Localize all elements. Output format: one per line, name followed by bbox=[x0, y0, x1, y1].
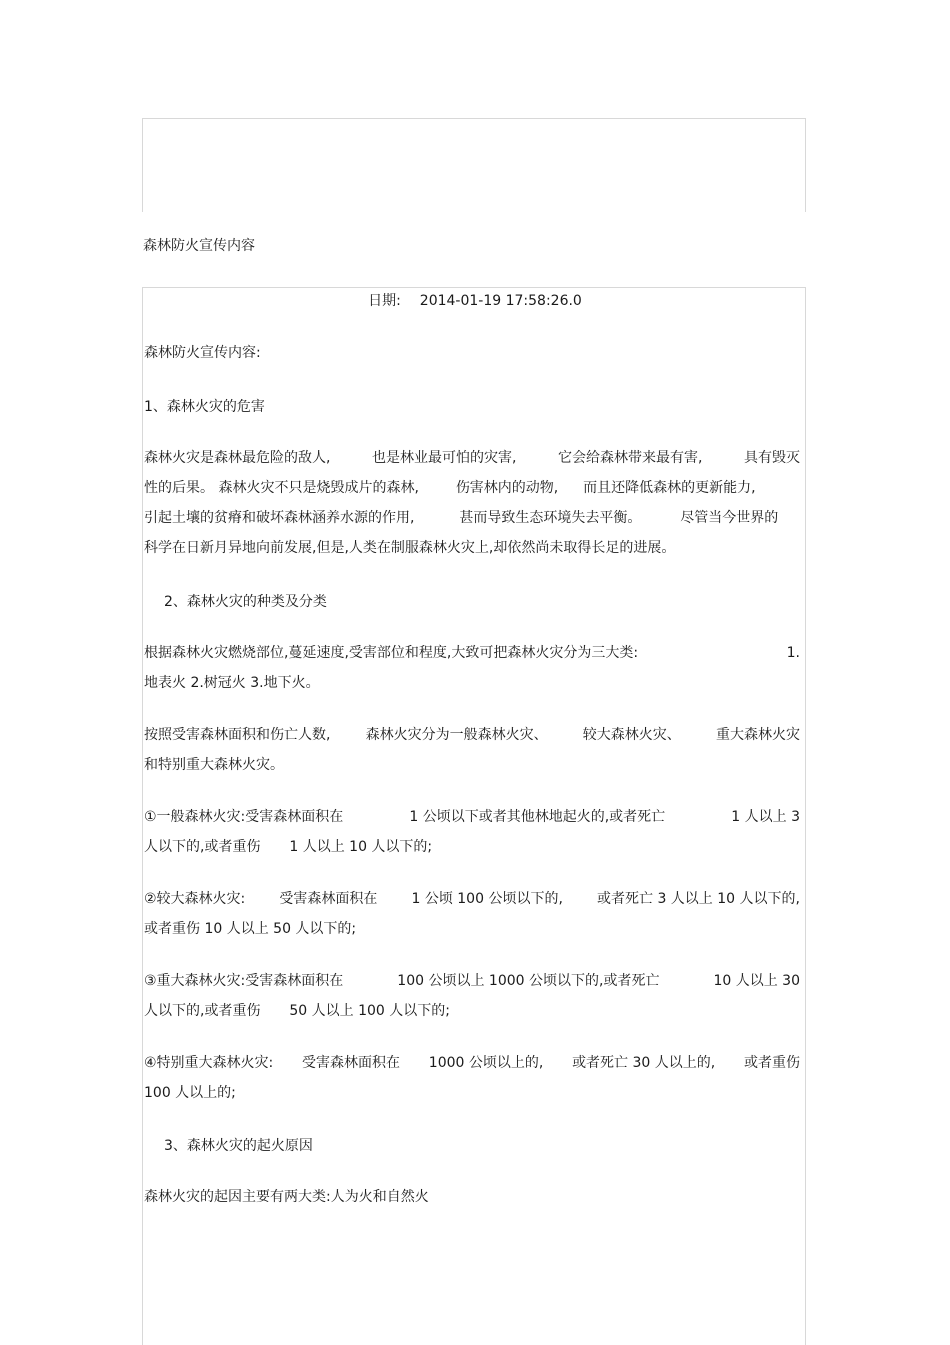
text-segment: 受害森林面积在 bbox=[279, 891, 378, 907]
content-box bbox=[142, 287, 806, 1345]
section1-line-4: 科学在日新月异地向前发展,但是,人类在制服森林火灾上,却依然尚未取得长足的进展。 bbox=[144, 540, 676, 556]
date-label: 日期: bbox=[368, 293, 401, 309]
text-segment: 性的后果。 森林火灾不只是烧毁成片的森林, bbox=[144, 480, 419, 496]
text-segment: 10 人以上 30 bbox=[713, 973, 800, 989]
text-segment: 50 人以上 100 人以下的; bbox=[289, 1003, 450, 1019]
text-segment: 或者重伤 bbox=[743, 1055, 800, 1071]
text-segment: 1 人以上 3 bbox=[731, 809, 800, 825]
text-segment: ②较大森林火灾: bbox=[144, 891, 246, 907]
date-row bbox=[143, 288, 807, 314]
text-segment: 引起土壤的贫瘠和破坏森林涵养水源的作用, bbox=[144, 510, 415, 526]
text-segment: 受害森林面积在 bbox=[302, 1055, 401, 1071]
text-segment: 1. bbox=[786, 645, 800, 661]
section3-line: 森林火灾的起因主要有两大类:人为火和自然火 bbox=[144, 1189, 429, 1205]
item4-line-1 bbox=[144, 1048, 800, 1078]
text-segment: ④特别重大森林火灾: bbox=[144, 1055, 274, 1071]
text-segment: 100 公顷以上 1000 公顷以下的,或者死亡 bbox=[397, 973, 660, 989]
item4-line-2: 100 人以上的; bbox=[144, 1085, 236, 1101]
document-title: 森林防火宣传内容 bbox=[143, 238, 255, 254]
text-segment: 伤害林内的动物, bbox=[455, 480, 559, 496]
text-segment: 甚而导致生态环境失去平衡。 bbox=[459, 510, 642, 526]
item2-line-1 bbox=[144, 884, 800, 914]
text-segment: 1 公顷以下或者其他林地起火的,或者死亡 bbox=[409, 809, 666, 825]
header-frame bbox=[142, 118, 806, 212]
text-segment: 而且还降低森林的更新能力, bbox=[583, 480, 756, 496]
text-segment: 1 人以上 10 人以下的; bbox=[289, 839, 433, 855]
text-segment: 1 公顷 100 公顷以下的, bbox=[411, 891, 563, 907]
text-segment: 或者死亡 30 人以上的, bbox=[572, 1055, 716, 1071]
text-segment: 人以下的,或者重伤 bbox=[144, 1003, 261, 1019]
item2-line-2: 或者重伤 10 人以上 50 人以下的; bbox=[144, 921, 357, 937]
section1-line-3 bbox=[144, 503, 800, 533]
section2-p2-line-1 bbox=[144, 720, 800, 750]
section2-p1-line-1 bbox=[144, 638, 800, 668]
text-segment: 它会给森林带来最有害, bbox=[558, 450, 703, 466]
text-segment: 森林火灾是森林最危险的敌人, bbox=[144, 450, 331, 466]
text-segment: 较大森林火灾、 bbox=[582, 727, 681, 743]
text-segment: 森林火灾分为一般森林火灾、 bbox=[365, 727, 548, 743]
section2-p2-line-2: 和特别重大森林火灾。 bbox=[144, 757, 284, 773]
text-segment: 或者死亡 3 人以上 10 人以下的, bbox=[597, 891, 800, 907]
section1-heading: 1、森林火灾的危害 bbox=[144, 399, 265, 415]
text-segment: 也是林业最可怕的灾害, bbox=[372, 450, 517, 466]
section3-heading: 3、森林火灾的起火原因 bbox=[164, 1138, 313, 1154]
text-segment: ③重大森林火灾:受害森林面积在 bbox=[144, 973, 344, 989]
text-segment: 人以下的,或者重伤 bbox=[144, 839, 261, 855]
item3-line-2 bbox=[144, 996, 800, 1026]
item1-line-1 bbox=[144, 802, 800, 832]
section1-line-2 bbox=[144, 473, 800, 503]
section2-p1-line-2: 地表火 2.树冠火 3.地下火。 bbox=[144, 675, 320, 691]
item1-line-2 bbox=[144, 832, 800, 862]
text-segment: 1000 公顷以上的, bbox=[428, 1055, 544, 1071]
item3-line-1 bbox=[144, 966, 800, 996]
date-value: 2014-01-19 17:58:26.0 bbox=[419, 293, 582, 309]
section2-heading: 2、森林火灾的种类及分类 bbox=[164, 594, 327, 610]
text-segment: ①一般森林火灾:受害森林面积在 bbox=[144, 809, 344, 825]
text-segment: 具有毁灭 bbox=[744, 450, 800, 466]
intro-text: 森林防火宣传内容: bbox=[144, 345, 261, 361]
text-segment: 按照受害森林面积和伤亡人数, bbox=[144, 727, 331, 743]
text-segment: 重大森林火灾 bbox=[715, 727, 800, 743]
text-segment: 尽管当今世界的 bbox=[680, 510, 779, 526]
section1-line-1 bbox=[144, 443, 800, 473]
text-segment: 根据森林火灾燃烧部位,蔓延速度,受害部位和程度,大致可把森林火灾分为三大类: bbox=[144, 645, 639, 661]
